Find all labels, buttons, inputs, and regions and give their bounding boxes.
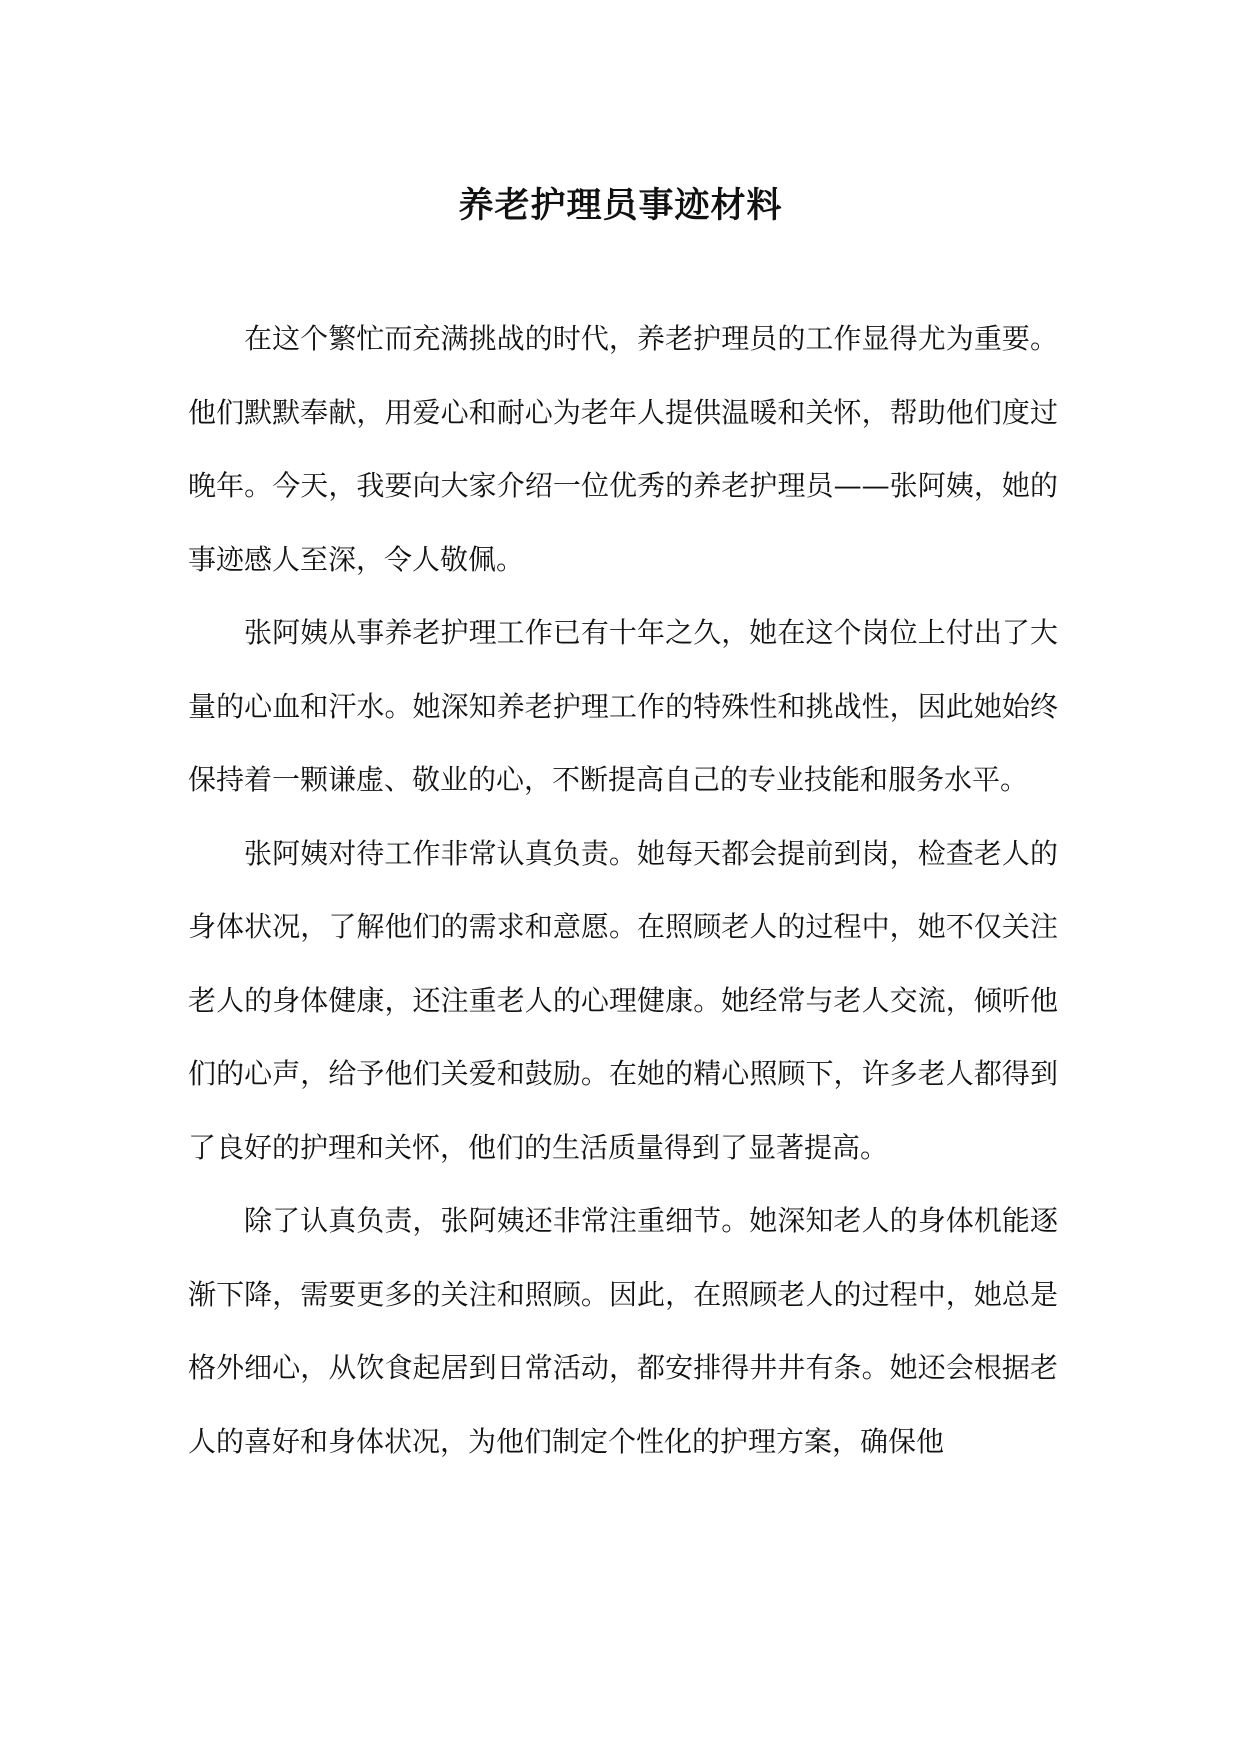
paragraph-2: 张阿姨从事养老护理工作已有十年之久，她在这个岗位上付出了大量的心血和汗水。她深知养老护理工作的特殊性和挑战性，因此她始终保持着一颗谦虚、敬业的心，不断提高自己的专业技能和服务水平。: [188, 616, 1058, 796]
paragraph-1: 在这个繁忙而充满挑战的时代，养老护理员的工作显得尤为重要。他们默默奉献，用爱心和耐心为老年人提供温暖和关怀，帮助他们度过晚年。今天，我要向大家介绍一位优秀的养老护理员——张阿姨，她的事迹感人至深，令人敬佩。: [188, 322, 1058, 576]
paragraph-4: 除了认真负责，张阿姨还非常注重细节。她深知老人的身体机能逐渐下降，需要更多的关注和照顾。因此，在照顾老人的过程中，她总是格外细心，从饮食起居到日常活动，都安排得井井有条。她还会根据老人的喜好和身体状况，为他们制定个性化的护理方案，确保他: [188, 1204, 1058, 1458]
paragraph-3: 张阿姨对待工作非常认真负责。她每天都会提前到岗，检查老人的身体状况，了解他们的需求和意愿。在照顾老人的过程中，她不仅关注老人的身体健康，还注重老人的心理健康。她经常与老人交流，倾听他们的心声，给予他们关爱和鼓励。在她的精心照顾下，许多老人都得到了良好的护理和关怀，他们的生活质量得到了显著提高。: [188, 836, 1058, 1164]
document-body: [188, 302, 1058, 1478]
document-title: 养老护理员事迹材料: [458, 185, 783, 226]
